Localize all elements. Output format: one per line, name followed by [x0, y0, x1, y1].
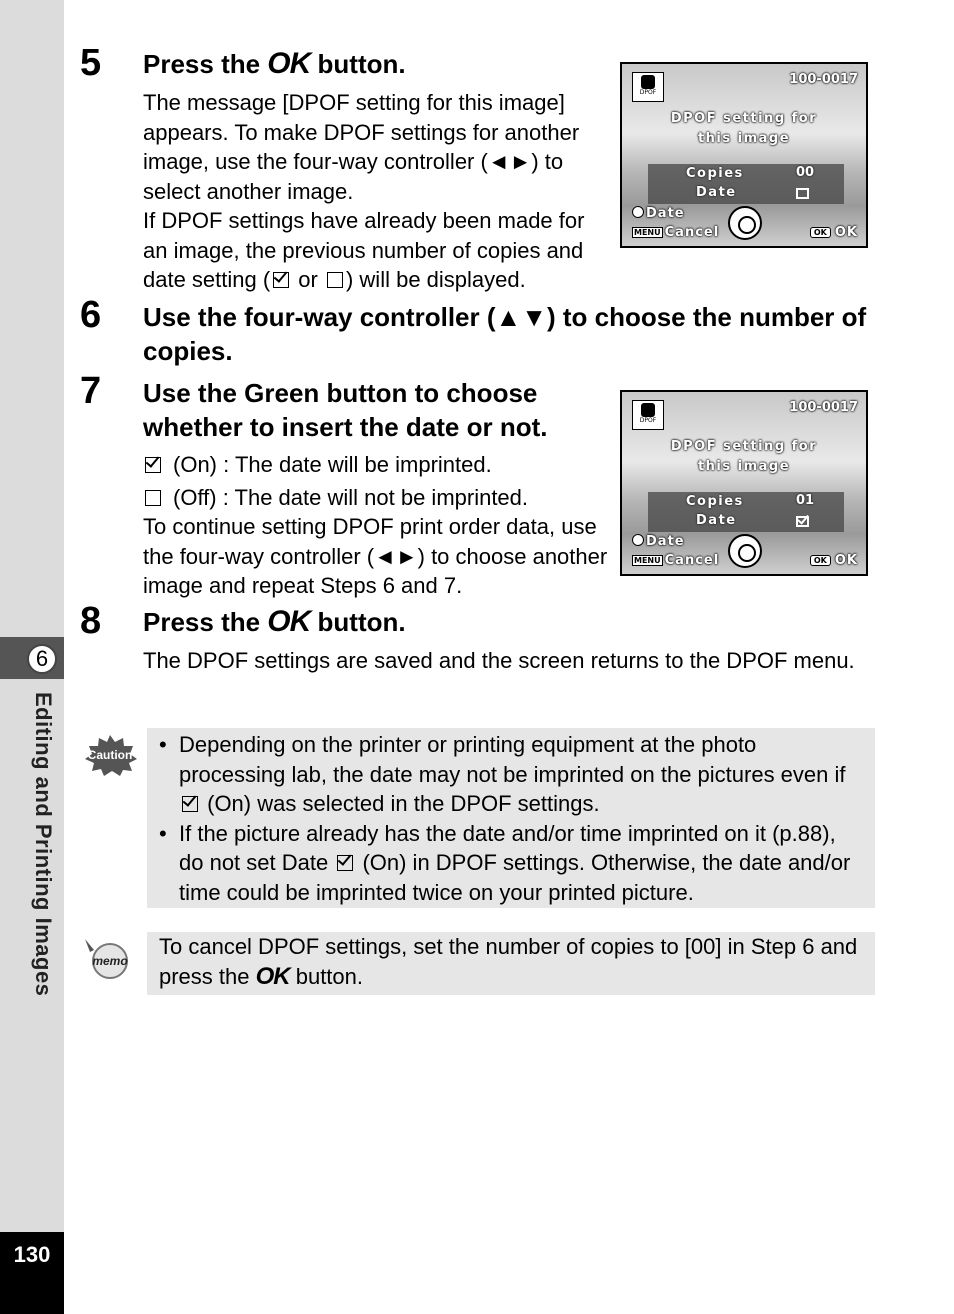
off-option: [143, 483, 613, 513]
caution-item: [147, 730, 865, 819]
dpof-icon: [632, 400, 664, 430]
ok-button-icon: OK: [810, 555, 831, 566]
text: (On) : The date will be imprinted.: [173, 452, 492, 477]
paragraph: To continue setting DPOF print order data, use the four-way controller (◄►) to choose another image and repeat Steps 6 and 7.: [143, 514, 608, 598]
date-checkbox-icon: [796, 188, 809, 199]
ok-button-icon: OK: [810, 227, 831, 238]
ok-hint: [810, 225, 858, 240]
ok-hint: [810, 553, 858, 568]
on-option: [143, 450, 613, 480]
screen-title-line1: DPOF setting for: [670, 439, 818, 454]
four-way-controller-icon: [728, 206, 762, 240]
file-number: 100-0017: [789, 72, 858, 87]
checkbox-off-icon: [327, 272, 343, 288]
dpof-label: DPOF: [639, 89, 657, 96]
hint-label: Cancel: [664, 225, 720, 240]
checkbox-on-icon: [273, 272, 289, 288]
memo-icon-label: memo: [92, 954, 128, 968]
heading-text: Press the: [143, 607, 268, 637]
text: (On) was selected in the DPOF settings.: [201, 791, 600, 816]
heading-text: button.: [310, 49, 406, 79]
chapter-number: 6: [27, 644, 57, 674]
step-8-number: 8: [80, 600, 102, 642]
checkbox-off-icon: [145, 490, 161, 506]
green-button-hint: [632, 534, 685, 549]
copies-label: Copies: [686, 166, 744, 181]
text: (Off) : The date will not be imprinted.: [173, 484, 529, 510]
four-way-controller-icon: [728, 534, 762, 568]
menu-button-icon: MENU: [634, 556, 661, 565]
hint-label: OK: [834, 225, 858, 240]
dpof-icon: [632, 72, 664, 102]
date-label: Date: [696, 513, 737, 528]
ok-button-icon: OK: [255, 962, 290, 990]
text: Depending on the printer or printing equipment at the photo processing lab, the date may not be imprinted on the pictures even if: [179, 732, 846, 787]
dpof-label: DPOF: [639, 417, 657, 424]
caution-item: [147, 819, 865, 908]
date-checkbox-checked-icon: [796, 516, 809, 527]
copies-label: Copies: [686, 494, 744, 509]
memo-icon: [82, 936, 134, 980]
text: To cancel DPOF settings, set the number of copies to [00] in Step 6 and press the: [159, 934, 858, 989]
hint-label: Date: [646, 206, 685, 221]
green-button-hint: [632, 206, 685, 221]
heading-text: button.: [310, 607, 406, 637]
step-7-number: 7: [80, 370, 102, 412]
file-number: 100-0017: [789, 400, 858, 415]
hint-label: Date: [646, 534, 685, 549]
text: button.: [289, 963, 363, 989]
camera-screen-1: [620, 62, 868, 248]
settings-panel: [648, 492, 844, 532]
hint-label: Cancel: [664, 553, 720, 568]
checkbox-on-icon: [337, 855, 353, 871]
text: ) will be displayed.: [345, 267, 526, 292]
copies-value: 01: [796, 493, 815, 508]
step-5-heading: [143, 47, 406, 81]
screen-title-line2: this image: [697, 131, 791, 146]
screen-title-line1: DPOF setting for: [670, 111, 818, 126]
paragraph: [143, 206, 603, 295]
copies-value: 00: [796, 165, 815, 180]
caution-box: [147, 728, 875, 908]
date-label: Date: [696, 185, 737, 200]
text: or: [292, 267, 324, 292]
menu-cancel-hint: [632, 553, 719, 568]
camera-screen-2: [620, 390, 868, 576]
hint-label: OK: [834, 553, 858, 568]
step-6-number: 6: [80, 294, 102, 336]
step-7-heading: Use the Green button to choose whether to insert the date or not.: [143, 378, 548, 442]
green-button-icon: [632, 206, 644, 218]
green-button-icon: [632, 534, 644, 546]
step-8-heading: [143, 605, 406, 639]
checkbox-on-icon: [182, 796, 198, 812]
step-5-body: [143, 88, 603, 295]
chapter-title: Editing and Printing Images: [31, 692, 56, 997]
memo-box: [147, 932, 875, 995]
text: (On) in DPOF settings. Otherwise, the date and/or time could be imprinted twice on your printed picture.: [179, 850, 851, 905]
paragraph: The message [DPOF setting for this image] appears. To make DPOF settings for another image, use the four-way controller (◄►) to select another image.: [143, 90, 580, 204]
text: If the picture already has the date and/or time imprinted on it (p.88), do not set Date: [179, 820, 836, 875]
menu-button-icon: MENU: [634, 228, 661, 237]
step-7-body: [143, 450, 613, 601]
caution-icon-label: Caution: [87, 748, 133, 762]
heading-text: Press the: [143, 49, 268, 79]
checkbox-on-icon: [145, 457, 161, 473]
page-number: 130: [13, 1242, 51, 1267]
menu-cancel-hint: [632, 225, 719, 240]
settings-panel: [648, 164, 844, 204]
screen-title-line2: this image: [697, 459, 791, 474]
caution-icon: [82, 733, 138, 777]
ok-button-icon: OK: [267, 605, 311, 638]
text: If DPOF settings have already been made for an image, the previous number of copies and date setting (: [143, 208, 585, 292]
step-5-number: 5: [80, 42, 102, 84]
step-6-heading: Use the four-way controller (▲▼) to choose the number of copies.: [143, 302, 867, 366]
ok-button-icon: OK: [267, 47, 311, 80]
step-8-body: The DPOF settings are saved and the screen returns to the DPOF menu.: [143, 648, 855, 673]
